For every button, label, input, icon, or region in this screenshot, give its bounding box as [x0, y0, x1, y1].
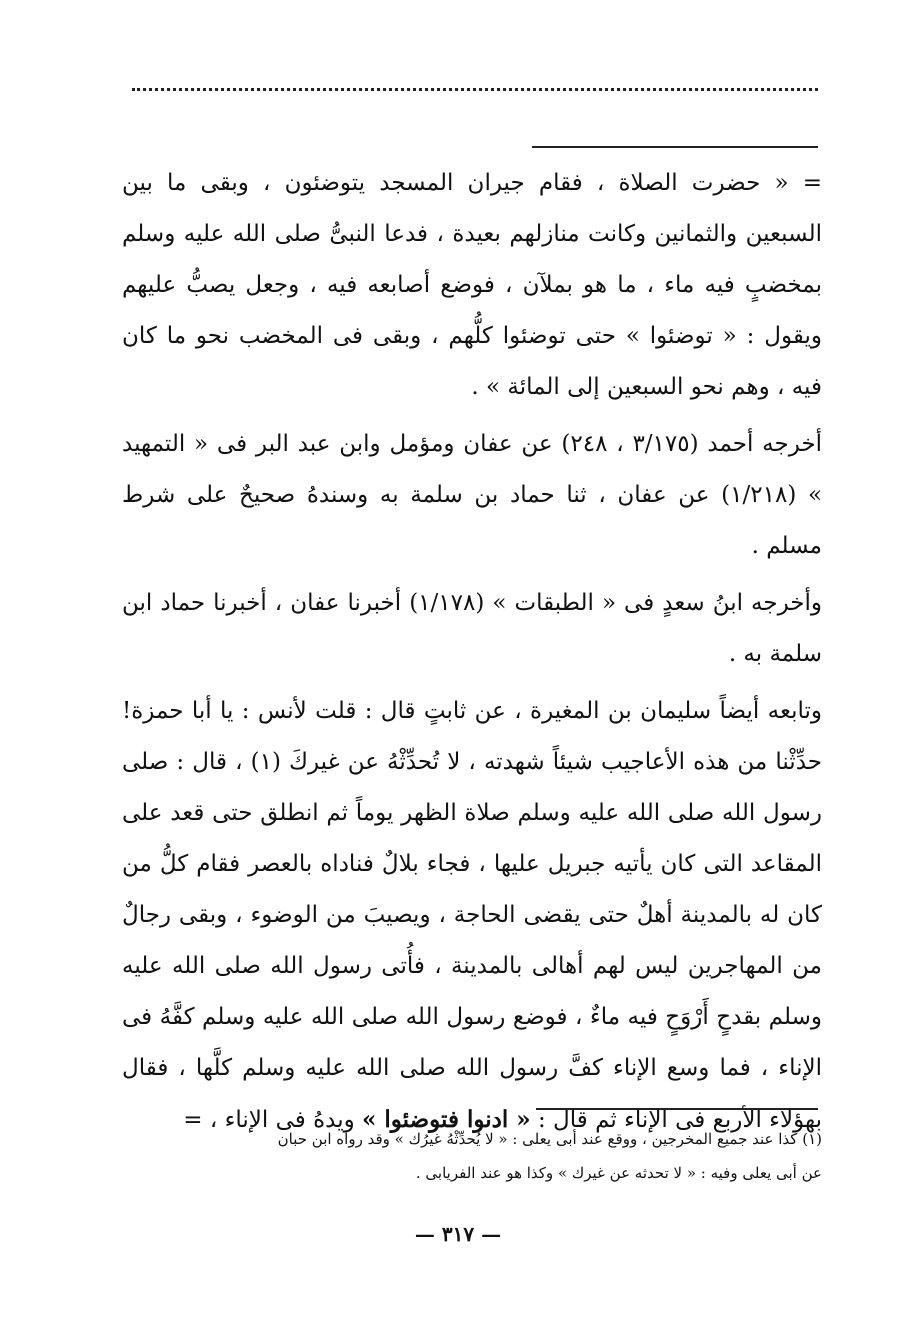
paragraph-4	[122, 686, 822, 1146]
header-dotted-rule	[132, 88, 818, 91]
page-number: — ٣١٧ —	[414, 1222, 502, 1246]
top-continuation-rule	[532, 146, 818, 148]
footnotes	[122, 1122, 822, 1190]
paragraph-4-quote: « ادنوا فتوضئوا »	[362, 1106, 531, 1133]
paragraph-4-text: وتابعه أيضاً سليمان بن المغيرة ، عن ثابتٍ قال : قلت لأنس : يا أبا حمزة! حدِّثْنا من هذه الأعاجيب شيئاً شهدته ، لا تُحدِّثْهُ عن غيركَ (١) ، قال : صلى رسول الله صلى الله عليه وسلم صلاة الظهر يوماً ثم انطلق حتى قعد على المقاعد التى كان يأتيه جبريل عليها ، فجاء بلالٌ فناداه بالعصر فقام كلُّ من كان له بالمدينة أهلٌ حتى يقضى الحاجة ، ويصيبَ من الوضوء ، وبقى رجالٌ من المهاجرين ليس لهم أهالى بالمدينة ، فأُتى رسول الله صلى الله عليه وسلم بقدحٍ أَرْوَحٍ فيه ماءٌ ، فوضع رسول الله صلى الله عليه وسلم كفَّهُ فى الإناء ، فما وسع الإناء كفَّ رسول الله صلى الله عليه وسلم كلَّها ، فقال بهؤلاء الأربع فى الإناء ثم قال :	[122, 698, 822, 1133]
footnote-line-1: (١) كذا عند جميع المخرجين ، ووقع عند أبى يعلى : « لا يُحدِّثْهُ غيرُك » وقد رواه ابن حبان	[277, 1130, 822, 1148]
main-text	[122, 158, 822, 1146]
paragraph-3: وأخرجه ابنُ سعدٍ فى « الطبقات » (١/١٧٨) أخبرنا عفان ، أخبرنا حماد ابن سلمة به .	[122, 590, 822, 667]
paragraph-4-end: ويدهُ فى الإناء ، =	[183, 1107, 355, 1133]
paragraph-2: أخرجه أحمد (٣/١٧٥ ، ٢٤٨) عن عفان ومؤمل وابن عبد البر فى « التمهيد » (١/٢١٨) عن عفان ، ثنا حماد بن سلمة به وسندهُ صحيحٌ على شرط مسلم .	[122, 431, 823, 559]
footnote-separator	[536, 1108, 818, 1110]
footnote-line-2: عن أبى يعلى وفيه : « لا تحدثه عن غيرك » وكذا هو عند الفريابى .	[415, 1164, 822, 1182]
paragraph-1: = « حضرت الصلاة ، فقام جيران المسجد يتوضئون ، وبقى ما بين السبعين والثمانين وكانت منازلهم بعيدة ، فدعا النبىُّ صلى الله عليه وسلم بمخضبٍ فيه ماء ، ما هو بملآن ، فوضع أصابعه فيه ، وجعل يصبُّ عليهم ويقول : « توضئوا » حتى توضئوا كلُّهم ، وبقى فى المخضب نحو ما كان فيه ، وهم نحو السبعين إلى المائة » .	[122, 170, 822, 400]
